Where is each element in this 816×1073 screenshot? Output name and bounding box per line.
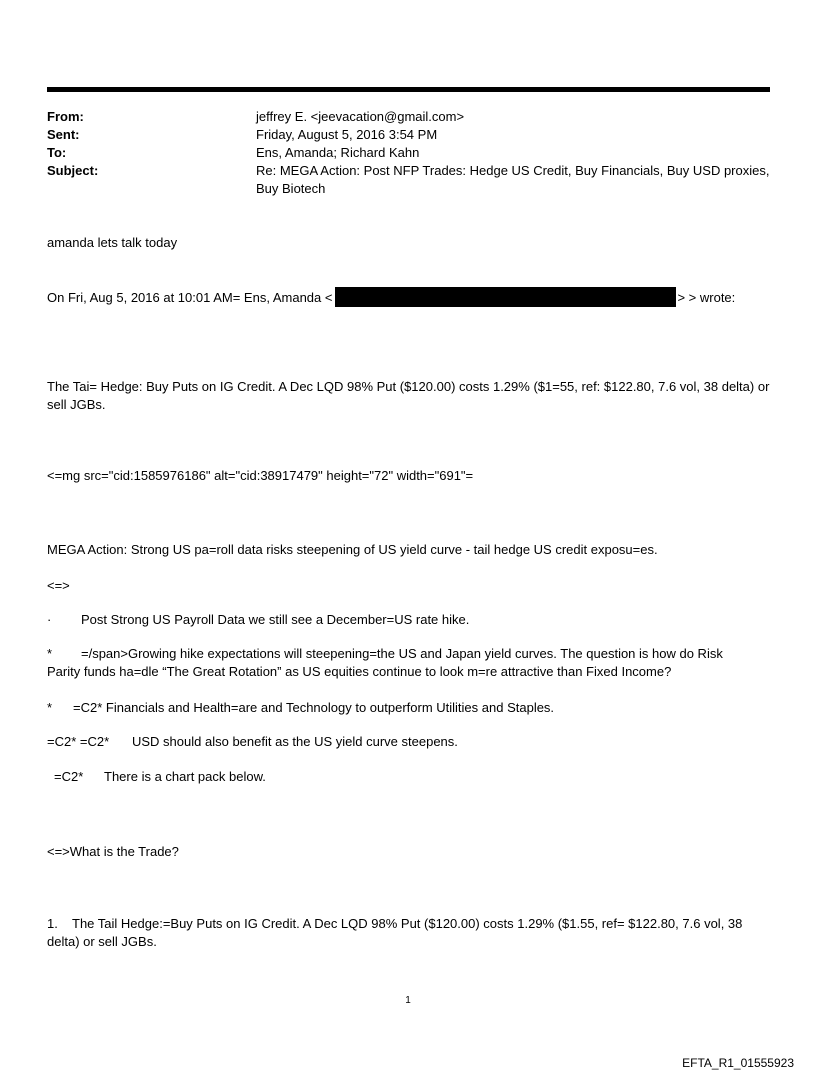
to-label: To:: [47, 145, 67, 160]
trade-item-1-number: 1.: [47, 916, 58, 931]
to-row: [47, 144, 777, 162]
quote-intro: [47, 287, 772, 307]
image-tag-text: <=mg src="cid:1585976186" alt="cid:38917479" height="72" width="691"=: [47, 468, 474, 483]
subject-label: Subject:: [47, 163, 99, 178]
bullet-5-prefix: =C2*: [54, 769, 84, 784]
document-id: EFTA_R1_01555923: [682, 1056, 794, 1070]
from-row: [47, 108, 777, 126]
bullet-2: [47, 645, 772, 663]
bullet-2-line2: Parity funds ha=dle “The Great Rotation” as US equities continue to look m=re attractive than Fixed Income?: [47, 664, 672, 679]
email-header: [47, 108, 777, 198]
mega-action-line: MEGA Action: Strong US pa=roll data risks steepening of US yield curve - tail hedge US credit exposu=es.: [47, 542, 658, 557]
bullet-5-text: There is a chart pack below.: [104, 769, 266, 784]
from-label: From:: [47, 109, 84, 124]
bullet-4: [47, 733, 772, 751]
tail-hedge-paragraph: The Tai= Hedge: Buy Puts on IG Credit. A Dec LQD 98% Put ($120.00) costs 1.29% ($1=55, ref: $122.80, 7.6 vol, 38 delta) or sell JGBs.: [47, 379, 770, 412]
redaction-block: [335, 287, 676, 307]
marker-line: <=>: [47, 578, 70, 593]
trade-item-1-line2: delta) or sell JGBs.: [47, 934, 157, 949]
subject-value: Re: MEGA Action: Post NFP Trades: Hedge US Credit, Buy Financials, Buy USD proxies, Buy Biotech: [256, 163, 770, 196]
subject-row: [47, 162, 777, 198]
greeting-line: amanda lets talk today: [47, 235, 178, 250]
header-rule: [47, 87, 770, 92]
bullet-4-prefix: =C2* =C2*: [47, 734, 110, 749]
bullet-1-text: Post Strong US Payroll Data we still see a December=US rate hike.: [81, 612, 470, 627]
bullet-2-text-line1: =/span>Growing hike expectations will steepening=the US and Japan yield curves. The question is how do Risk: [81, 646, 723, 661]
to-value: Ens, Amanda; Richard Kahn: [256, 145, 420, 160]
bullet-1: [47, 611, 772, 629]
what-is-the-trade-heading: <=>What is the Trade?: [47, 844, 179, 859]
quote-intro-after: > > wrote:: [677, 290, 736, 305]
sent-label: Sent:: [47, 127, 80, 142]
bullet-2-mark: *: [47, 646, 53, 661]
bullet-5: [54, 768, 779, 786]
bullet-3-mark: *: [47, 700, 53, 715]
sent-value: Friday, August 5, 2016 3:54 PM: [256, 127, 438, 142]
bullet-1-mark: ·: [47, 612, 52, 627]
trade-item-1: [47, 915, 772, 933]
bullet-3-text: =C2* Financials and Health=are and Technology to outperform Utilities and Staples.: [73, 700, 555, 715]
quote-intro-before: On Fri, Aug 5, 2016 at 10:01 AM= Ens, Amanda <: [47, 290, 333, 305]
from-value: jeffrey E. <jeevacation@gmail.com>: [256, 109, 465, 124]
bullet-3: [47, 699, 772, 717]
sent-row: [47, 126, 777, 144]
page-number: 1: [405, 995, 411, 1006]
trade-item-1-text: The Tail Hedge:=Buy Puts on IG Credit. A Dec LQD 98% Put ($120.00) costs 1.29% ($1.55, ref= $122.80, 7.6 vol, 38: [72, 916, 743, 931]
bullet-4-text: USD should also benefit as the US yield curve steepens.: [132, 734, 458, 749]
